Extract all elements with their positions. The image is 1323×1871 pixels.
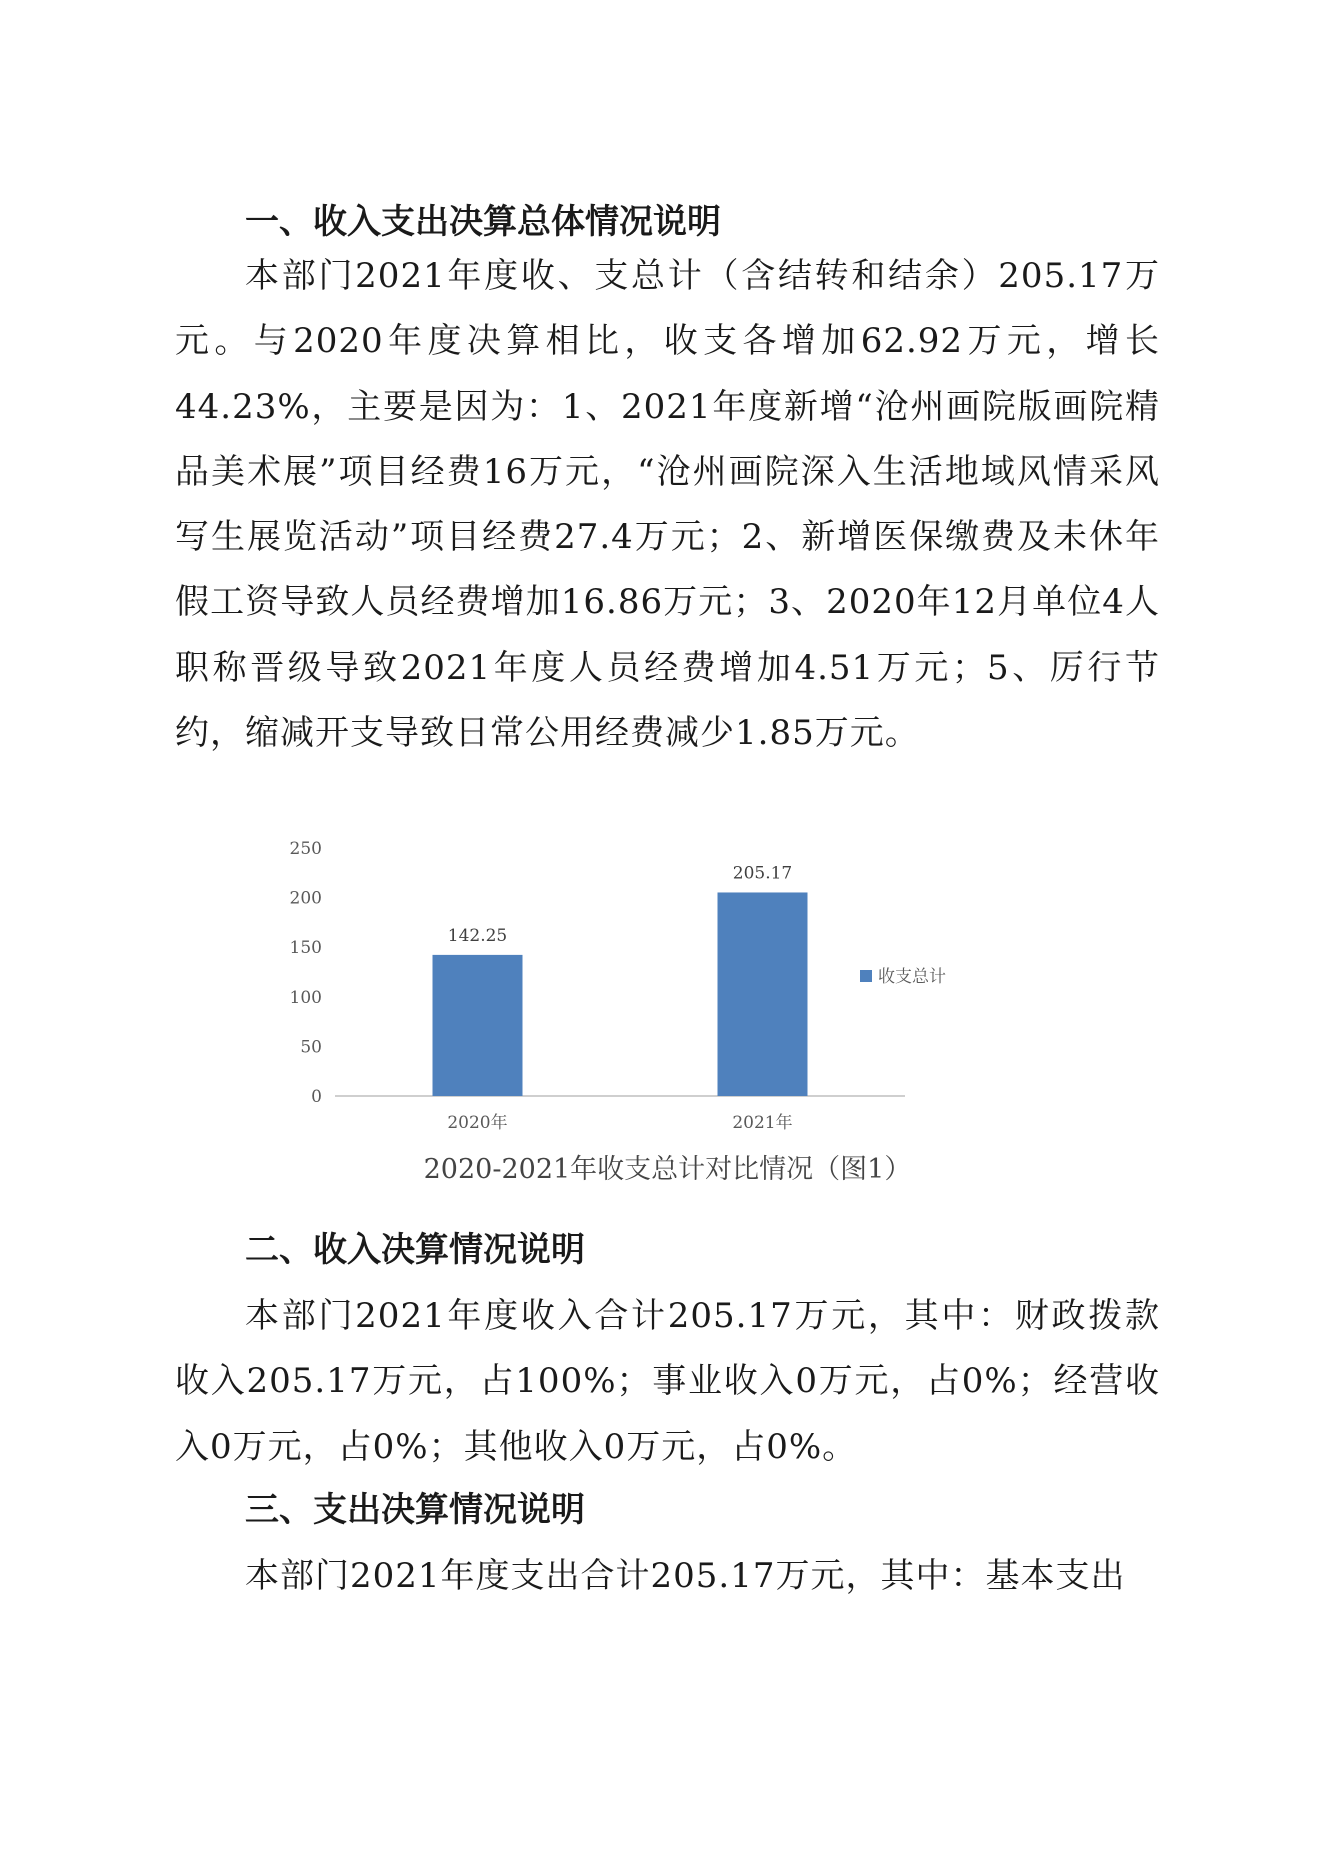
legend [860,967,946,987]
section-heading-1: 一、收入支出决算总体情况说明 [245,202,721,242]
legend-swatch [860,970,872,982]
data-label: 142.25 [447,925,508,946]
y-tick-label: 200 [289,888,322,909]
section-heading-3: 三、支出决算情况说明 [245,1490,585,1530]
section-paragraph-1: 本部门2021年度收、支总计（含结转和结余）205.17万元。与2020年度决算相比，收支各增加62.92万元，增长44.23%，主要是因为：1、2021年度新增“沧州画院版画院精品美术展”项目经费16万元，“沧州画院深入生活地域风情采风写生展览活动”项目经费27.4万元；2、新增医保缴费及未休年假工资导致人员经费增加16.86万元；3、2020年12月单位4人职称晋级导致2021年度人员经费增加4.51万元；5、厉行节约，缩减开支导致日常公用经费减少1.85万元。 [175,256,1160,754]
section-paragraph-2: 本部门2021年度收入合计205.17万元，其中：财政拨款收入205.17万元，占100%；事业收入0万元，占0%；经营收入0万元，占0%；其他收入0万元，占0%。 [175,1296,1160,1467]
figure-caption: 2020-2021年收支总计对比情况（图1） [423,1154,912,1185]
y-tick-label: 100 [289,987,322,1008]
x-tick-label: 2020年 [447,1113,508,1133]
bars-group [433,892,808,1096]
y-tick-label: 150 [289,938,322,959]
income-expense-bar-chart [280,828,980,1148]
data-label: 205.17 [732,863,793,884]
bar [433,955,523,1096]
y-axis-ticks [290,839,322,1107]
section-heading-2: 二、收入决算情况说明 [245,1230,585,1270]
x-axis-ticks [447,1112,792,1133]
y-tick-label: 50 [300,1037,322,1058]
legend-label: 收支总计 [878,967,946,987]
section-paragraph-3: 本部门2021年度支出合计205.17万元，其中：基本支出 [245,1556,1126,1596]
bar [718,892,808,1096]
y-tick-label: 250 [289,839,322,859]
y-tick-label: 0 [311,1087,322,1107]
x-tick-label: 2021年 [732,1113,793,1133]
